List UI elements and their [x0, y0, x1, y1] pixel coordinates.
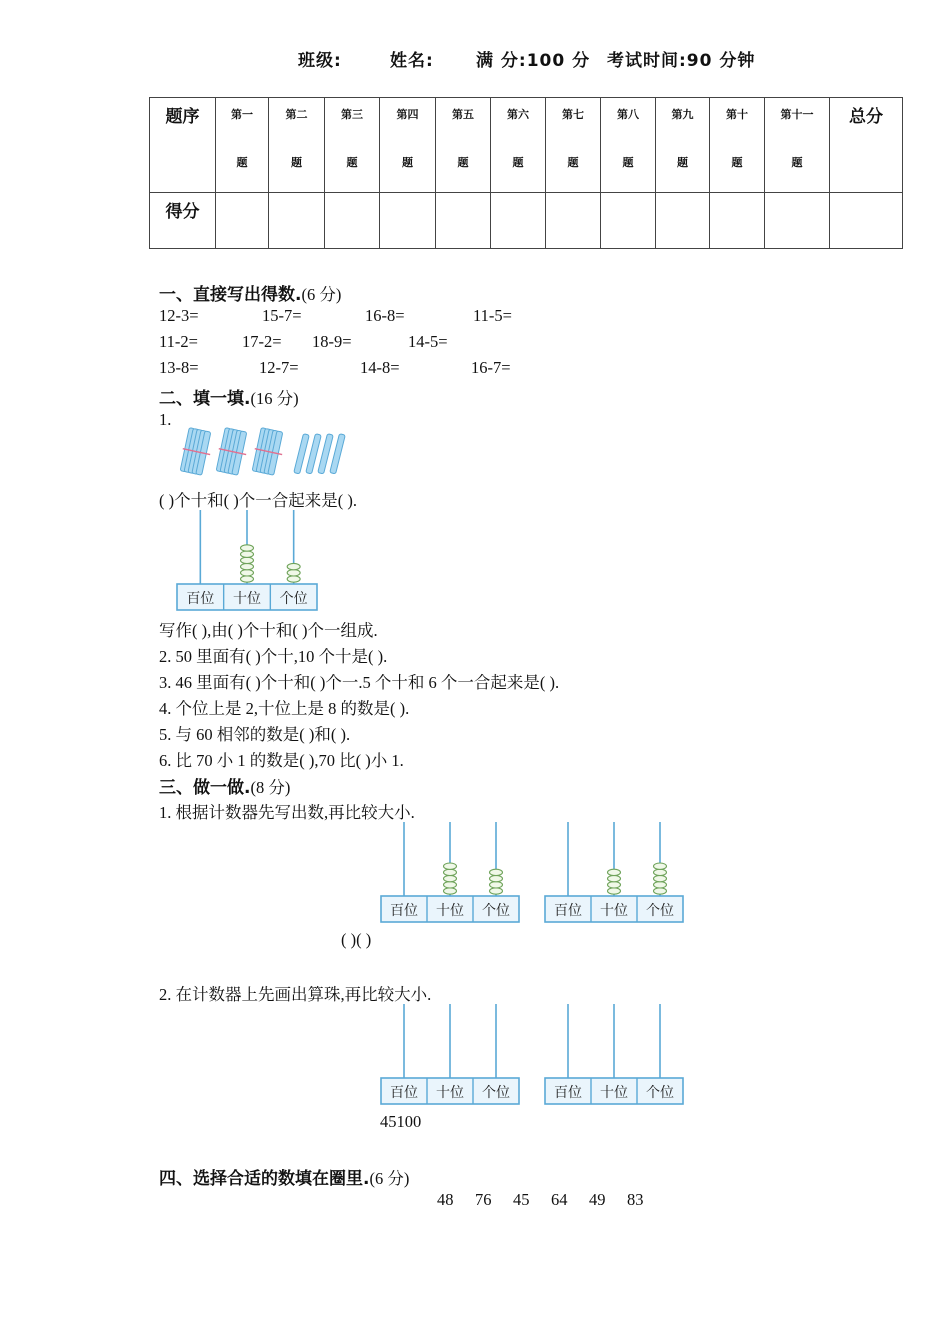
abacus-counter-empty: [380, 1004, 520, 1106]
score-cell[interactable]: [601, 193, 656, 249]
arith-problem: 14-5=: [408, 332, 448, 351]
counting-sticks-illustration: [180, 428, 350, 480]
section3-heading: 三、做一做.(8 分): [159, 778, 291, 798]
question-6: 6. 比 70 小 1 的数是( ),70 比( )小 1.: [159, 751, 404, 770]
abacus-place-label: 百位: [390, 1085, 418, 1101]
section3-question-2: 2. 在计数器上先画出算珠,再比较大小.: [159, 985, 432, 1004]
abacus-bead: [490, 875, 503, 881]
abacus-place-label: 个位: [646, 1085, 674, 1101]
abacus-bead: [287, 576, 300, 582]
arith-problem: 16-7=: [471, 358, 511, 377]
abacus-bead: [654, 888, 667, 894]
abacus-place-label: 十位: [436, 903, 464, 919]
arith-problem: 16-8=: [365, 306, 405, 325]
abacus-bead: [654, 863, 667, 869]
section1-heading: 一、直接写出得数.(6 分): [159, 285, 342, 305]
question-2: 2. 50 里面有( )个十,10 个十是( ).: [159, 647, 388, 666]
arith-problem: 13-8=: [159, 358, 199, 377]
score-cell[interactable]: [436, 193, 491, 249]
arith-problem: 11-5=: [473, 306, 512, 325]
abacus-bead: [287, 563, 300, 569]
stick-bundle: [214, 427, 251, 476]
abacus-counter: [544, 822, 684, 924]
full-score-label: 满 分:100 分: [476, 51, 591, 71]
question-header-5: 第五 题: [436, 98, 491, 193]
arith-problem: 11-2=: [159, 332, 198, 351]
draw-values: 45100: [380, 1112, 422, 1131]
abacus-place-label: 个位: [482, 903, 510, 919]
score-cell[interactable]: [380, 193, 436, 249]
abacus-place-label: 百位: [554, 1085, 582, 1101]
abacus-bead: [241, 563, 254, 569]
arith-problem: 17-2=: [242, 332, 282, 351]
abacus-place-label: 个位: [279, 591, 308, 607]
abacus-place-label: 十位: [233, 591, 261, 607]
compare-blanks: ( )( ): [341, 930, 372, 949]
abacus-counter-empty: [544, 1004, 684, 1106]
score-cell[interactable]: [765, 193, 830, 249]
arith-problem: 12-7=: [259, 358, 299, 377]
abacus-bead: [241, 545, 254, 551]
question-3: 3. 46 里面有( )个十和( )个一.5 个十和 6 个一合起来是( ).: [159, 673, 560, 692]
question-order-row: [150, 98, 903, 193]
section4-heading: 四、选择合适的数填在圈里.(6 分): [159, 1169, 410, 1189]
stick-bundle: [250, 427, 287, 476]
section2-heading: 二、填一填.(16 分): [159, 389, 299, 409]
class-label: 班级:: [298, 51, 342, 71]
score-cell[interactable]: [491, 193, 546, 249]
total-score-cell[interactable]: [830, 193, 903, 249]
abacus-counter: [176, 510, 318, 612]
abacus-place-label: 个位: [482, 1085, 510, 1101]
arith-problem: 14-8=: [360, 358, 400, 377]
arith-problem: 15-7=: [262, 306, 302, 325]
q1-fill-line: ( )个十和( )个一合起来是( ).: [159, 491, 357, 510]
name-label: 姓名:: [390, 51, 434, 71]
abacus-counter: [380, 822, 520, 924]
abacus-bead: [241, 551, 254, 557]
question-header-1: 第一 题: [216, 98, 269, 193]
stick-bundle: [178, 427, 215, 476]
score-cell[interactable]: [656, 193, 710, 249]
total-score-header: 总分: [830, 98, 903, 193]
question-number: 1.: [159, 410, 172, 429]
q1-write-line: 写作( ),由( )个十和( )个一组成.: [159, 621, 378, 640]
score-cell[interactable]: [325, 193, 380, 249]
question-header-8: 第八 题: [601, 98, 656, 193]
score-cell[interactable]: [710, 193, 765, 249]
number-choice: 76: [475, 1190, 492, 1209]
number-choice: 64: [551, 1190, 568, 1209]
question-header-11: 第十一 题: [765, 98, 830, 193]
abacus-place-label: 十位: [600, 903, 628, 919]
score-cell[interactable]: [216, 193, 269, 249]
question-order-header: 题序: [150, 98, 216, 193]
abacus-place-label: 十位: [436, 1085, 464, 1101]
abacus-bead: [654, 869, 667, 875]
question-header-3: 第三 题: [325, 98, 380, 193]
abacus-place-label: 十位: [600, 1085, 628, 1101]
arith-problem: 12-3=: [159, 306, 199, 325]
question-header-2: 第二 题: [269, 98, 325, 193]
abacus-bead: [490, 888, 503, 894]
score-table: [149, 97, 903, 249]
score-row: [150, 193, 903, 249]
abacus-place-label: 百位: [186, 591, 215, 607]
number-choice: 49: [589, 1190, 606, 1209]
arith-problem: 18-9=: [312, 332, 352, 351]
abacus-bead: [287, 570, 300, 576]
abacus-bead: [654, 882, 667, 888]
abacus-bead: [241, 576, 254, 582]
section3-question-1: 1. 根据计数器先写出数,再比较大小.: [159, 803, 415, 822]
abacus-bead: [490, 882, 503, 888]
abacus-bead: [241, 557, 254, 563]
exam-time-label: 考试时间:90 分钟: [607, 51, 756, 71]
abacus-place-label: 百位: [554, 903, 582, 919]
question-header-7: 第七 题: [546, 98, 601, 193]
abacus-bead: [444, 888, 457, 894]
score-row-header: 得分: [150, 193, 216, 249]
abacus-bead: [608, 888, 621, 894]
question-header-9: 第九 题: [656, 98, 710, 193]
abacus-place-label: 百位: [390, 903, 418, 919]
abacus-bead: [444, 882, 457, 888]
number-choice: 45: [513, 1190, 530, 1209]
question-4: 4. 个位上是 2,十位上是 8 的数是( ).: [159, 699, 410, 718]
abacus-bead: [608, 882, 621, 888]
abacus-place-label: 个位: [646, 903, 674, 919]
abacus-bead: [241, 570, 254, 576]
abacus-bead: [490, 869, 503, 875]
score-cell[interactable]: [546, 193, 601, 249]
question-header-6: 第六 题: [491, 98, 546, 193]
number-choice: 83: [627, 1190, 644, 1209]
abacus-bead: [444, 863, 457, 869]
abacus-bead: [444, 869, 457, 875]
question-5: 5. 与 60 相邻的数是( )和( ).: [159, 725, 351, 744]
abacus-bead: [608, 875, 621, 881]
number-choice: 48: [437, 1190, 454, 1209]
abacus-bead: [444, 875, 457, 881]
abacus-bead: [654, 875, 667, 881]
score-cell[interactable]: [269, 193, 325, 249]
question-header-4: 第四 题: [380, 98, 436, 193]
question-header-10: 第十 题: [710, 98, 765, 193]
abacus-bead: [608, 869, 621, 875]
